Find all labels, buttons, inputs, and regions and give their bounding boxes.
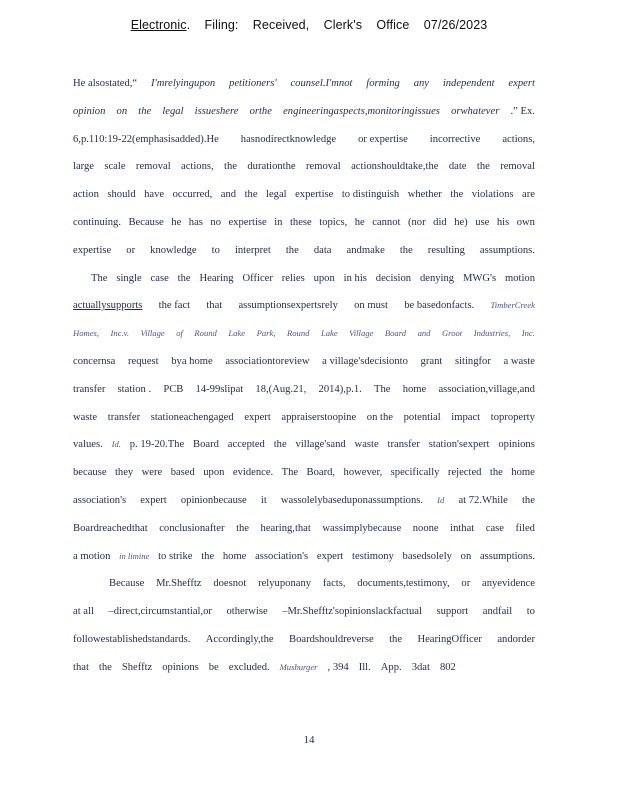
text-line: [73, 404, 535, 432]
header-word: Electronic: [130, 18, 187, 32]
body-word: support: [436, 606, 469, 618]
body-word: has: [188, 216, 203, 228]
body-word: were: [141, 467, 163, 479]
body-word: 2014),p.1.: [318, 383, 362, 395]
body-word: Boardshouldreverse: [289, 633, 374, 645]
body-word: the: [244, 189, 258, 201]
body-word: sitingfor: [454, 355, 491, 367]
text-line: [73, 654, 535, 682]
body-word: to distinguish: [341, 189, 400, 201]
body-word: bya home: [171, 355, 213, 367]
body-word: the: [201, 550, 215, 562]
body-word: the: [177, 272, 191, 284]
body-word: single: [116, 272, 142, 284]
body-word: occurred,: [172, 189, 213, 201]
body-word: the: [285, 244, 299, 256]
body-word: opinionbecause: [180, 494, 247, 506]
body-word: decision: [375, 272, 412, 284]
body-word: PCB: [163, 383, 184, 395]
body-word: he): [454, 216, 468, 228]
body-word: upon: [203, 467, 225, 479]
body-word: action: [73, 189, 99, 201]
body-word: large: [73, 161, 94, 173]
citation-word: I'mrelyingupon: [150, 78, 216, 89]
citation-word: Lake: [228, 328, 246, 339]
body-word: basedsolely: [402, 550, 452, 562]
body-word: in his: [343, 272, 367, 284]
citation-word: TimberCreek: [490, 300, 535, 311]
body-word: facts,: [322, 578, 346, 590]
body-word: MWG's: [462, 272, 497, 284]
body-word: to: [211, 244, 220, 256]
text-line: [73, 237, 535, 265]
body-word: filed: [515, 522, 535, 534]
body-word: denying: [419, 272, 455, 284]
citation-word: Round: [194, 328, 217, 339]
body-word: association,village,and: [438, 383, 535, 395]
body-word: station .: [117, 383, 152, 395]
body-word: assumptions.: [479, 244, 535, 256]
body-word: or: [126, 244, 136, 256]
body-word: evidence.: [232, 467, 274, 479]
body-word: removal: [306, 161, 341, 173]
body-word: expertise: [295, 189, 334, 201]
body-word: 3dat: [411, 661, 430, 673]
citation-word: the: [138, 105, 152, 117]
citation-word: Park,: [256, 328, 276, 339]
body-word: App.: [380, 661, 402, 673]
body-word: interpret: [234, 244, 271, 256]
text-line: [73, 98, 535, 126]
body-word: at 72.While: [458, 494, 508, 506]
body-word: he: [354, 216, 365, 228]
body-word: resulting: [427, 244, 465, 256]
body-word: p. 19-20.The: [129, 439, 185, 451]
citation-word: expert: [508, 78, 535, 89]
body-word: transfer: [387, 439, 420, 451]
body-word: that: [206, 300, 223, 312]
body-word: He alsostated,“: [73, 78, 138, 89]
body-word: , 394: [327, 661, 349, 673]
page-number: 14: [303, 734, 315, 746]
body-word: Shefftz: [121, 661, 153, 673]
body-word: Boardreachedthat: [73, 522, 148, 534]
body-word: the fact: [158, 300, 191, 312]
body-word: on must: [354, 300, 388, 312]
body-word: legal: [266, 189, 287, 201]
text-line: [73, 70, 535, 98]
citation-word: counsel.I'mnot: [290, 78, 353, 89]
body-word: impact: [451, 411, 481, 423]
body-word: the: [476, 161, 490, 173]
body-word: grant: [420, 355, 443, 367]
citation-word: Inc.v.: [110, 328, 129, 339]
body-word: wassolelybaseduponassumptions.: [280, 494, 424, 506]
body-word: the: [389, 633, 403, 645]
body-word: a motion: [73, 550, 111, 562]
citation-word: Groot: [441, 328, 463, 339]
filing-header: [0, 18, 618, 32]
body-word: home: [222, 550, 247, 562]
citation-word: orthe: [249, 105, 272, 117]
body-word: the: [521, 494, 535, 506]
body-word: knowledge: [150, 244, 197, 256]
citation-word: and: [417, 328, 431, 339]
body-word: incorrective: [429, 133, 481, 145]
body-word: expertise: [228, 216, 267, 228]
body-word: did: [433, 216, 447, 228]
body-word: assumptionsexpertsrely: [238, 300, 338, 312]
citation-word: Homes,: [73, 328, 100, 339]
text-line: [73, 265, 535, 293]
body-word: removal: [500, 161, 535, 173]
citation-word: opinion: [73, 105, 106, 117]
body-word: actions,: [181, 161, 214, 173]
body-word: he: [171, 216, 182, 228]
citation-word: Village: [140, 328, 165, 339]
body-word: opinions: [162, 661, 199, 673]
header-word: Received,: [252, 18, 310, 32]
text-line: [73, 320, 535, 348]
body-word: be basedonfacts.: [404, 300, 475, 312]
body-word: waste: [354, 439, 379, 451]
body-word: relyuponany: [258, 578, 312, 590]
body-word: be: [208, 661, 219, 673]
body-word: data: [313, 244, 332, 256]
body-word: opinions: [498, 439, 535, 451]
body-word: transfer: [107, 411, 141, 423]
body-word: documents,testimony,: [357, 578, 450, 590]
text-line: [73, 570, 535, 598]
citation-word: in limine: [119, 550, 150, 561]
text-line: [73, 459, 535, 487]
body-word: home: [511, 467, 535, 479]
body-word: rejected: [447, 467, 482, 479]
body-word: wassimplybecause: [322, 522, 402, 534]
body-word: home: [402, 383, 427, 395]
body-word: anyevidence: [482, 578, 535, 590]
body-word: expert: [316, 550, 344, 562]
body-word: cannot: [372, 216, 401, 228]
body-word: hearing,that: [260, 522, 311, 534]
body-word: upon: [313, 272, 335, 284]
body-word: testimony: [352, 550, 394, 562]
body-word: andmake: [346, 244, 385, 256]
body-word: The: [91, 272, 108, 284]
body-word: association's: [73, 494, 127, 506]
body-word: based: [170, 467, 195, 479]
text-line: [73, 376, 535, 404]
body-word: assumptions.: [479, 550, 535, 562]
body-word: Hearing: [199, 272, 234, 284]
body-word: doesnot: [213, 578, 247, 590]
text-line: [73, 292, 535, 320]
body-word: waste: [73, 411, 98, 423]
body-word: the: [273, 439, 287, 451]
citation-word: Village: [349, 328, 374, 339]
body-word: the: [236, 522, 250, 534]
citation-word: forming: [366, 78, 400, 89]
text-line: [73, 626, 535, 654]
body-word: appraiserstoopine: [281, 411, 357, 423]
citation-word: Industries,: [473, 328, 511, 339]
document-body: [73, 70, 535, 682]
body-word: to strike: [158, 550, 193, 562]
body-word: specifically: [390, 467, 440, 479]
body-word: case: [150, 272, 169, 284]
body-word: topics,: [319, 216, 348, 228]
body-word: station'sexpert: [428, 439, 490, 451]
body-word: violations: [471, 189, 514, 201]
body-word: 14-99slipat: [195, 383, 244, 395]
body-word: use: [475, 216, 490, 228]
text-line: [73, 431, 535, 459]
body-word: HearingOfficer: [417, 633, 482, 645]
body-word: continuing.: [73, 216, 121, 228]
body-word: actions,: [502, 133, 535, 145]
body-word: the: [399, 244, 413, 256]
body-word: village'sand: [295, 439, 346, 451]
text-line: [73, 487, 535, 515]
citation-word: Musburger: [279, 661, 318, 672]
body-word: whether: [407, 189, 442, 201]
body-word: Ill.: [358, 661, 371, 673]
body-word: Mr.Shefftz: [156, 578, 202, 590]
body-word: Officer: [242, 272, 273, 284]
body-word: because: [73, 467, 107, 479]
body-word: should: [107, 189, 136, 201]
body-word: –Mr.Shefftz'sopinionslackfactual: [282, 606, 422, 618]
body-word: actuallysupports: [73, 300, 143, 312]
body-word: concernsa: [73, 355, 116, 367]
body-word: expert: [244, 411, 271, 423]
text-line: [73, 543, 535, 571]
body-word: noone: [412, 522, 439, 534]
body-word: or: [461, 578, 471, 590]
header-word: .: [186, 18, 191, 32]
text-line: [73, 126, 535, 154]
body-word: a village'sdecisionto: [322, 355, 408, 367]
body-word: potential: [403, 411, 441, 423]
body-word: (nor: [407, 216, 426, 228]
body-word: 802: [439, 661, 456, 673]
body-word: Because: [109, 578, 145, 590]
body-word: in: [274, 216, 283, 228]
body-word: hasnodirectknowledge: [240, 133, 337, 145]
citation-word: Id.: [111, 439, 121, 450]
text-line: [73, 209, 535, 237]
body-word: associationtoreview: [225, 355, 310, 367]
body-word: however,: [343, 467, 383, 479]
citation-word: issueshere: [194, 105, 239, 117]
body-word: the: [98, 661, 112, 673]
body-word: inthat: [450, 522, 475, 534]
body-word: Accordingly,the: [205, 633, 274, 645]
body-word: the: [489, 467, 503, 479]
header-word: 07/26/2023: [423, 18, 488, 32]
citation-word: on: [116, 105, 128, 117]
body-word: –direct,circumstantial,or: [108, 606, 212, 618]
citation-word: Inc.: [521, 328, 535, 339]
citation-word: petitioners': [229, 78, 277, 89]
body-word: durationthe: [247, 161, 296, 173]
body-word: that: [73, 661, 89, 673]
citation-word: engineeringaspects,monitoringissues: [283, 105, 440, 117]
body-word: the: [450, 189, 464, 201]
body-word: at all: [73, 606, 94, 618]
body-word: expert: [140, 494, 167, 506]
body-word: on: [460, 550, 472, 562]
citation-word: Round: [286, 328, 310, 339]
body-word: Board: [193, 439, 219, 451]
citation-word: Id: [437, 494, 445, 505]
body-word: values.: [73, 439, 103, 451]
body-word: these: [289, 216, 312, 228]
body-word: have: [144, 189, 165, 201]
body-word: andfail: [482, 606, 513, 618]
text-line: [73, 515, 535, 543]
header-word: Office: [376, 18, 410, 32]
body-word: to: [526, 606, 535, 618]
body-word: it: [260, 494, 267, 506]
body-word: the: [224, 161, 237, 173]
citation-word: Board: [384, 328, 407, 339]
body-word: motion: [504, 272, 535, 284]
body-word: own: [516, 216, 535, 228]
body-word: The: [281, 467, 299, 479]
body-word: Board,: [306, 467, 336, 479]
body-word: 6,p.110:19-22(emphasisadded).He: [73, 133, 219, 145]
body-word: .” Ex.: [510, 105, 535, 117]
citation-word: orwhatever: [451, 105, 500, 117]
body-word: are: [522, 189, 535, 201]
body-word: association's: [255, 550, 309, 562]
body-word: removal: [135, 161, 171, 173]
citation-word: Lake: [320, 328, 338, 339]
citation-word: any: [413, 78, 429, 89]
body-word: request: [128, 355, 159, 367]
text-line: [73, 348, 535, 376]
header-word: Filing:: [204, 18, 239, 32]
body-word: scale: [104, 161, 126, 173]
text-line: [73, 181, 535, 209]
body-word: Because: [128, 216, 164, 228]
body-word: stationeachengaged: [150, 411, 234, 423]
body-word: no: [210, 216, 221, 228]
body-word: and: [220, 189, 237, 201]
text-line: [73, 598, 535, 626]
body-word: case: [485, 522, 505, 534]
citation-word: independent: [442, 78, 495, 89]
body-word: a waste: [503, 355, 535, 367]
body-word: The: [374, 383, 391, 395]
body-word: 18,(Aug.21,: [255, 383, 307, 395]
body-word: actionshouldtake,the: [351, 161, 439, 173]
body-word: on the: [366, 411, 393, 423]
body-word: his: [496, 216, 510, 228]
body-word: or expertise: [358, 133, 408, 145]
citation-word: of: [176, 328, 183, 339]
body-word: date: [448, 161, 467, 173]
body-word: otherwise: [226, 606, 268, 618]
text-line: [73, 153, 535, 181]
body-word: conclusionafter: [159, 522, 225, 534]
body-word: they: [114, 467, 134, 479]
body-word: andorder: [497, 633, 535, 645]
body-word: accepted: [227, 439, 265, 451]
body-word: followestablishedstandards.: [73, 633, 191, 645]
body-word: expertise: [73, 244, 112, 256]
body-word: excluded.: [228, 661, 270, 673]
body-word: toproperty: [490, 411, 535, 423]
citation-word: legal: [162, 105, 184, 117]
body-word: transfer: [73, 383, 106, 395]
header-word: Clerk's: [323, 18, 363, 32]
body-word: relies: [281, 272, 305, 284]
